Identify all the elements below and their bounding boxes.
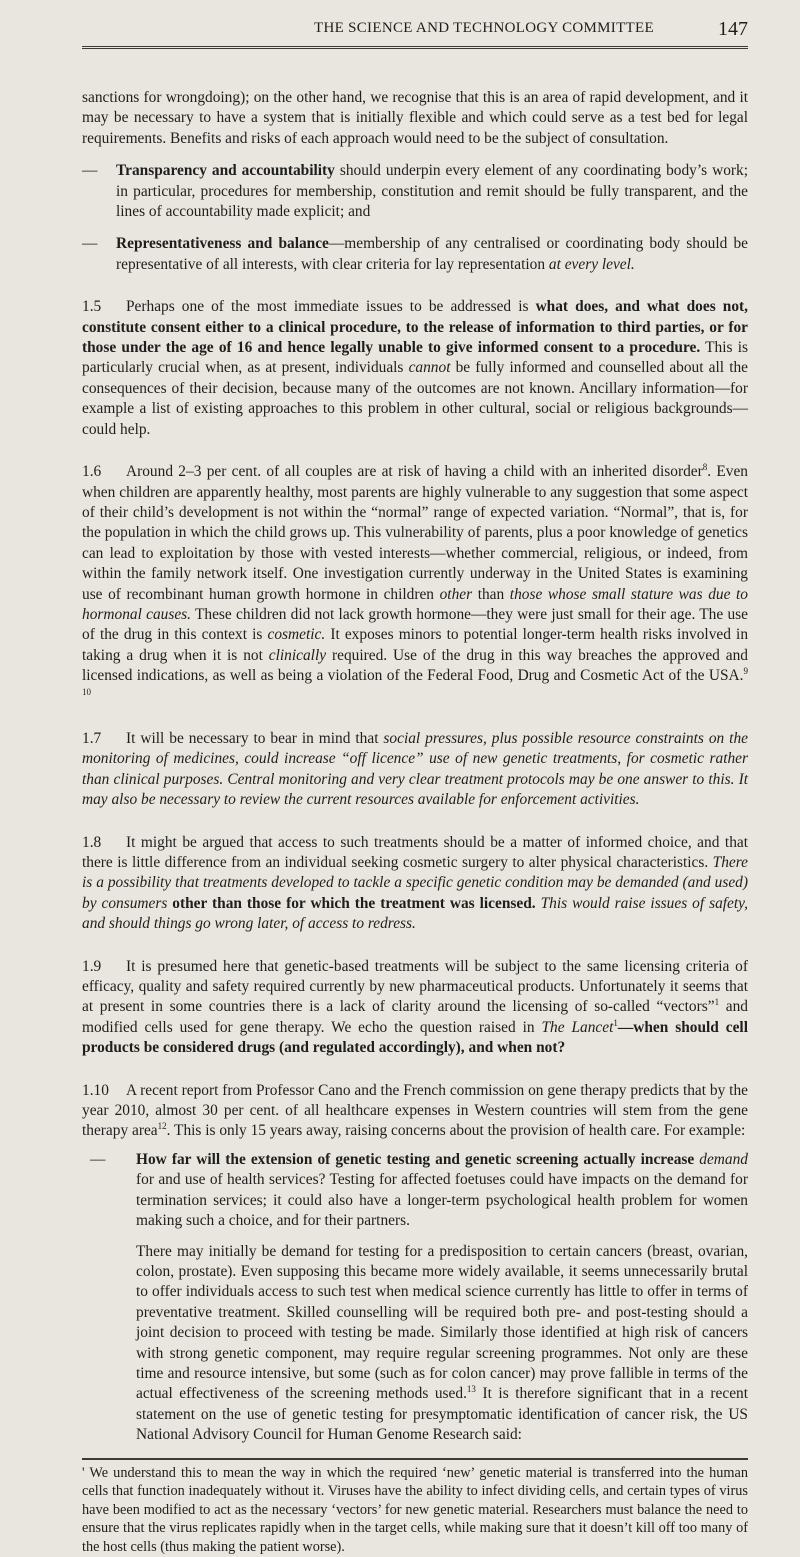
continuation-paragraph: [136, 1242, 748, 1446]
header-rule: [82, 46, 748, 49]
italic-run: clinically: [268, 646, 327, 664]
bold-run: How far will the extension of genetic testing and genetic screening actually increase: [136, 1150, 700, 1168]
bullet-body: —membership of any centralised or coordinating body should be representative of all interests, with clear criteria for lay representation: [116, 235, 748, 273]
text-run: It exposes minors to potential longer-term health risks involved in taking a drug when it is not: [82, 626, 749, 664]
text-run: It will be necessary to bear in mind that: [126, 729, 384, 747]
footnote-mark: ': [82, 1464, 85, 1481]
text-run: . This is only 15 years away, raising concerns about the provision of health care. For example:: [166, 1122, 746, 1140]
footnote-ref: 1: [613, 1017, 618, 1028]
text-run: This is particularly crucial when, as at present, individuals: [82, 339, 748, 377]
bullet-dash: —: [82, 235, 98, 253]
paragraph-number: 1.6: [82, 463, 102, 481]
footnote-ref: 9 10: [82, 666, 748, 697]
paragraph-number: 1.7: [82, 729, 102, 747]
italic-run: those whose small stature was due to hormonal causes.: [82, 585, 748, 623]
bullet-transparency: [82, 161, 748, 222]
page-header: [82, 0, 748, 46]
paragraph-number: 1.10: [82, 1081, 109, 1099]
paragraph-number: 1.9: [82, 957, 102, 975]
text-run: It might be argued that access to such treatments should be a matter of informed choice, and that there is little difference from an individual seeking cosmetic surgery to alter physical characteristics.: [82, 833, 748, 871]
bullet-body: should underpin every element of any coordinating body’s work; in particular, procedures for membership, constitution and remit should be fully transparent, and the lines of accountability made explicit; and: [116, 162, 748, 221]
bullet-text: [116, 161, 748, 222]
italic-run: demand: [699, 1150, 748, 1168]
footnote-rule: [82, 1458, 748, 1460]
paragraph-1-5: [82, 297, 748, 440]
footnote-text: We understand this to mean the way in which the required ‘new’ genetic material is transferred into the human cells that function inadequately without it. Viruses have the ability to infect dividing cells, and certain types of virus have been modified to act as the necessary ‘vectors’ for new genetic material. Researchers must balance the need to ensure that the virus replicates rapidly when in the target cells, while making sure that it doesn’t kill off too many of the host cells (thus making the patient worse).: [82, 1464, 748, 1555]
italic-run: This would raise issues of safety, and should things go wrong later, of access to redress.: [82, 894, 748, 933]
bullet-lead: Transparency and accountability: [116, 162, 335, 180]
bullet-dash: —: [90, 1150, 106, 1168]
text-run: Perhaps one of the most immediate issues to be addressed is: [126, 298, 536, 316]
text-run: Around 2–3 per cent. of all couples are at risk of having a child with an inherited disorder: [126, 463, 703, 481]
bullet-lead: Representativeness and balance: [116, 235, 329, 253]
bold-run: other than those for which the treatment was licensed.: [172, 894, 536, 912]
italic-run: cannot: [408, 359, 451, 377]
paragraph-1-8: [82, 833, 748, 935]
paragraph-1-9: [82, 957, 748, 1059]
intro-paragraph: sanctions for wrongdoing); on the other hand, we recognise that this is an area of rapid development, and it may be necessary to have a system that is initially flexible and which could serve as a test bed for legal requirements. Benefits and risks of each approach would need to be the subject of consultation.: [82, 89, 748, 147]
text-run: These children did not lack growth hormone—they were just small for their age. The use of the drug in this context is: [82, 605, 748, 644]
paragraph-number: 1.8: [82, 833, 102, 851]
text-run: than: [472, 585, 510, 603]
bold-run: —when should cell products be considered drugs (and regulated accordingly), and when not?: [82, 1018, 748, 1057]
bold-run: what does, and what does not, constitute consent either to a clinical procedure, to the release of information to third parties, or for those under the age of 16 and hence legally unable to give informed consent to a procedure.: [82, 298, 748, 357]
footnote-ref: 13: [466, 1384, 476, 1395]
paragraph-number: 1.5: [82, 298, 102, 316]
text-run: for and use of health services? Testing for affected foetuses could have impacts on the demand for termination services; it could also have a longer-term psychological health problem for women making such a choice, and for their partners.: [136, 1171, 748, 1230]
bullet-dash: —: [82, 162, 98, 180]
paragraph-1-6: [82, 462, 748, 707]
body-text: [82, 88, 748, 1557]
footnote: [82, 1464, 748, 1557]
italic-run: There is a possibility that treatments developed to tackle a specific genetic condition may be demanded (and used) by consumers: [82, 854, 748, 912]
bullet-tail: at every level.: [548, 255, 635, 273]
footnote-ref: 1: [714, 997, 720, 1008]
bullet-demand: [82, 1150, 748, 1232]
text-run: . Even when children are apparently healthy, most parents are highly vulnerable to any suggestion that some aspect of their child’s development is not within the “normal” range of expected variation. “Normal”, that is, for the population in which the child grows up. This vulnerability of parents, plus a poor knowledge of genetics can lead to exploitation by those with vested interests—whether commercial, religious, or indeed, from within the family network itself. One investigation currently underway in the United States is examining use of recombinant human growth hormone in children: [82, 463, 748, 603]
text-run: There may initially be demand for testing for a predisposition to certain cancers (breast, ovarian, colon, prostate). Even supposing this became more widely available, it seems unnecessarily brutal to offer individuals access to such test when medical science currently has little to offer in terms of preventative treatment. Skilled counselling will be required both pre- and post-testing should a joint decision to proceed with testing be made. Similarly those identified at high risk of cancers with strong genetic component, may require regular screening programmes. Not only are these time and resource intensive, but some (such as for colon cancer) may prove fallible in terms of the actual effectiveness of the screening methods used.: [136, 1242, 748, 1403]
bullet-representativeness: [82, 234, 748, 275]
italic-run: cosmetic.: [267, 626, 326, 644]
page-number: 147: [718, 18, 748, 40]
text-run: and modified cells used for gene therapy. We echo the question raised in: [82, 998, 748, 1036]
text-run: A recent report from Professor Cano and the French commission on gene therapy predicts that by the year 2010, almost 30 per cent. of all healthcare expenses in Western countries will stem from the gene therapy area: [82, 1081, 748, 1140]
running-head: THE SCIENCE AND TECHNOLOGY COMMITTEE: [314, 20, 654, 36]
italic-run: The Lancet: [541, 1018, 614, 1036]
text-run: required. Use of the drug in this way breaches the approved and licensed indications, as well as being a violation of the Federal Food, Drug and Cosmetic Act of the USA.: [82, 646, 749, 685]
text-run: be fully informed and counselled about all the consequences of their decision, because many of the outcomes are not known. Ancillary information—for example a list of existing approaches to this problem in other cultural, social or religious backgrounds—could help.: [82, 359, 748, 438]
bullet-text: [136, 1150, 748, 1232]
text-run: It is presumed here that genetic-based treatments will be subject to the same licensing criteria of efficacy, quality and safety required currently by new pharmaceutical products. Unfortunately it seems that at present in some countries there is a lack of clarity around the licensing of so-called “vectors”: [82, 957, 748, 1016]
footnote-ref: 8: [702, 461, 708, 472]
bullet-text: [116, 234, 748, 275]
text-run: It is therefore significant that in a recent statement on the use of genetic testing for presymptomatic identification of cancer risk, the US National Advisory Council for Human Genome Research said:: [136, 1385, 748, 1444]
italic-run: social pressures, plus possible resource constraints on the monitoring of medicines, could increase “off licence” use of new genetic treatments, for cosmetic rather than clinical purposes. Central monitoring and very clear treatment protocols may be one answer to this. It may also be necessary to review the current resources available for enforcement activities.: [82, 729, 748, 809]
footnote-ref: 12: [157, 1121, 167, 1132]
paragraph-1-7: [82, 729, 748, 811]
italic-run: other: [439, 585, 473, 603]
paragraph-1-10: [82, 1081, 748, 1142]
